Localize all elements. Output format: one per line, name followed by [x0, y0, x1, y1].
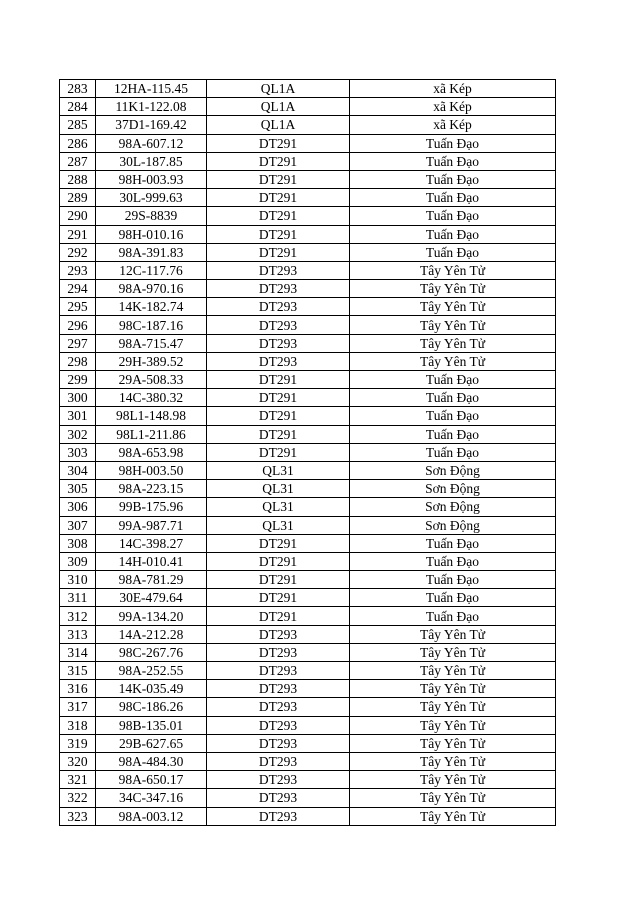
- location-cell: Tuấn Đạo: [350, 189, 556, 207]
- table-row: [60, 716, 556, 734]
- table-row: [60, 352, 556, 370]
- route-cell: DT291: [207, 152, 350, 170]
- route-cell: DT291: [207, 425, 350, 443]
- table-row: [60, 425, 556, 443]
- route-cell: DT291: [207, 207, 350, 225]
- row-number-cell: 286: [60, 134, 96, 152]
- location-cell: Tuấn Đạo: [350, 552, 556, 570]
- table-row: [60, 680, 556, 698]
- row-number-cell: 295: [60, 298, 96, 316]
- table-body: [60, 80, 556, 826]
- row-number-cell: 310: [60, 571, 96, 589]
- route-cell: DT291: [207, 589, 350, 607]
- route-cell: DT291: [207, 552, 350, 570]
- license-plate-cell: 98A-715.47: [96, 334, 207, 352]
- row-number-cell: 323: [60, 807, 96, 825]
- row-number-cell: 312: [60, 607, 96, 625]
- row-number-cell: 322: [60, 789, 96, 807]
- table-row: [60, 698, 556, 716]
- location-cell: Tuấn Đạo: [350, 134, 556, 152]
- table-row: [60, 261, 556, 279]
- location-cell: Tây Yên Tử: [350, 625, 556, 643]
- location-cell: Tây Yên Tử: [350, 316, 556, 334]
- route-cell: DT291: [207, 389, 350, 407]
- license-plate-cell: 30L-187.85: [96, 152, 207, 170]
- license-plate-cell: 99A-987.71: [96, 516, 207, 534]
- license-plate-cell: 98A-484.30: [96, 752, 207, 770]
- row-number-cell: 308: [60, 534, 96, 552]
- row-number-cell: 297: [60, 334, 96, 352]
- row-number-cell: 300: [60, 389, 96, 407]
- row-number-cell: 309: [60, 552, 96, 570]
- route-cell: DT293: [207, 807, 350, 825]
- row-number-cell: 298: [60, 352, 96, 370]
- row-number-cell: 315: [60, 662, 96, 680]
- table-row: [60, 316, 556, 334]
- license-plate-cell: 29A-508.33: [96, 371, 207, 389]
- route-cell: DT291: [207, 170, 350, 188]
- license-plate-cell: 98A-653.98: [96, 443, 207, 461]
- table-row: [60, 280, 556, 298]
- row-number-cell: 304: [60, 461, 96, 479]
- route-cell: DT293: [207, 771, 350, 789]
- route-cell: DT293: [207, 734, 350, 752]
- row-number-cell: 283: [60, 80, 96, 98]
- row-number-cell: 292: [60, 243, 96, 261]
- table-row: [60, 662, 556, 680]
- table-row: [60, 516, 556, 534]
- row-number-cell: 301: [60, 407, 96, 425]
- location-cell: Sơn Động: [350, 516, 556, 534]
- route-cell: QL1A: [207, 80, 350, 98]
- route-cell: QL31: [207, 516, 350, 534]
- location-cell: Tây Yên Tử: [350, 680, 556, 698]
- route-cell: DT291: [207, 225, 350, 243]
- location-cell: Tuấn Đạo: [350, 607, 556, 625]
- row-number-cell: 296: [60, 316, 96, 334]
- location-cell: xã Kép: [350, 80, 556, 98]
- route-cell: DT293: [207, 680, 350, 698]
- location-cell: Tuấn Đạo: [350, 571, 556, 589]
- location-cell: Tuấn Đạo: [350, 243, 556, 261]
- table-row: [60, 534, 556, 552]
- row-number-cell: 320: [60, 752, 96, 770]
- license-plate-cell: 98A-003.12: [96, 807, 207, 825]
- row-number-cell: 317: [60, 698, 96, 716]
- table-row: [60, 407, 556, 425]
- table-row: [60, 207, 556, 225]
- location-cell: Tây Yên Tử: [350, 789, 556, 807]
- route-cell: DT291: [207, 534, 350, 552]
- row-number-cell: 314: [60, 643, 96, 661]
- location-cell: Tây Yên Tử: [350, 643, 556, 661]
- table-row: [60, 461, 556, 479]
- route-cell: DT293: [207, 716, 350, 734]
- license-plate-cell: 29B-627.65: [96, 734, 207, 752]
- route-cell: DT293: [207, 625, 350, 643]
- license-plate-cell: 98C-267.76: [96, 643, 207, 661]
- table-row: [60, 134, 556, 152]
- row-number-cell: 307: [60, 516, 96, 534]
- license-plate-cell: 14A-212.28: [96, 625, 207, 643]
- table-row: [60, 98, 556, 116]
- location-cell: Tây Yên Tử: [350, 261, 556, 279]
- location-cell: Tuấn Đạo: [350, 443, 556, 461]
- row-number-cell: 288: [60, 170, 96, 188]
- location-cell: Tây Yên Tử: [350, 298, 556, 316]
- location-cell: Tây Yên Tử: [350, 752, 556, 770]
- table-row: [60, 752, 556, 770]
- route-cell: DT291: [207, 134, 350, 152]
- route-cell: DT293: [207, 789, 350, 807]
- table-row: [60, 152, 556, 170]
- license-plate-cell: 98A-391.83: [96, 243, 207, 261]
- table-row: [60, 589, 556, 607]
- route-cell: DT291: [207, 243, 350, 261]
- license-plate-cell: 98A-970.16: [96, 280, 207, 298]
- license-plate-cell: 29S-8839: [96, 207, 207, 225]
- license-plate-cell: 98B-135.01: [96, 716, 207, 734]
- row-number-cell: 284: [60, 98, 96, 116]
- license-plate-cell: 14K-035.49: [96, 680, 207, 698]
- route-cell: DT293: [207, 316, 350, 334]
- license-plate-cell: 12C-117.76: [96, 261, 207, 279]
- location-cell: Sơn Động: [350, 480, 556, 498]
- row-number-cell: 319: [60, 734, 96, 752]
- route-cell: DT291: [207, 571, 350, 589]
- license-plate-cell: 98L1-148.98: [96, 407, 207, 425]
- location-cell: Tây Yên Tử: [350, 734, 556, 752]
- license-plate-cell: 98A-607.12: [96, 134, 207, 152]
- table-row: [60, 371, 556, 389]
- license-plate-cell: 99B-175.96: [96, 498, 207, 516]
- table-row: [60, 498, 556, 516]
- table-row: [60, 643, 556, 661]
- route-cell: DT293: [207, 662, 350, 680]
- row-number-cell: 302: [60, 425, 96, 443]
- location-cell: Sơn Động: [350, 498, 556, 516]
- license-plate-cell: 98C-186.26: [96, 698, 207, 716]
- location-cell: Tuấn Đạo: [350, 407, 556, 425]
- table-row: [60, 334, 556, 352]
- location-cell: Tây Yên Tử: [350, 280, 556, 298]
- table-row: [60, 734, 556, 752]
- route-cell: QL31: [207, 461, 350, 479]
- table-row: [60, 771, 556, 789]
- license-plate-cell: 14C-398.27: [96, 534, 207, 552]
- license-plate-cell: 98H-010.16: [96, 225, 207, 243]
- location-cell: xã Kép: [350, 98, 556, 116]
- route-cell: DT293: [207, 298, 350, 316]
- row-number-cell: 287: [60, 152, 96, 170]
- location-cell: Tây Yên Tử: [350, 352, 556, 370]
- route-cell: DT291: [207, 189, 350, 207]
- row-number-cell: 294: [60, 280, 96, 298]
- location-cell: Tuấn Đạo: [350, 425, 556, 443]
- license-plate-cell: 30E-479.64: [96, 589, 207, 607]
- route-cell: QL1A: [207, 98, 350, 116]
- route-cell: DT291: [207, 407, 350, 425]
- route-cell: DT291: [207, 607, 350, 625]
- license-plate-cell: 14K-182.74: [96, 298, 207, 316]
- table-row: [60, 389, 556, 407]
- license-plate-cell: 98C-187.16: [96, 316, 207, 334]
- license-plate-cell: 98A-223.15: [96, 480, 207, 498]
- license-plate-cell: 12HA-115.45: [96, 80, 207, 98]
- table-row: [60, 789, 556, 807]
- location-cell: Tuấn Đạo: [350, 170, 556, 188]
- location-cell: Tây Yên Tử: [350, 662, 556, 680]
- location-cell: xã Kép: [350, 116, 556, 134]
- row-number-cell: 316: [60, 680, 96, 698]
- location-cell: Tây Yên Tử: [350, 807, 556, 825]
- license-plate-cell: 30L-999.63: [96, 189, 207, 207]
- license-plate-cell: 29H-389.52: [96, 352, 207, 370]
- license-plate-cell: 98A-650.17: [96, 771, 207, 789]
- route-cell: DT293: [207, 698, 350, 716]
- row-number-cell: 313: [60, 625, 96, 643]
- row-number-cell: 291: [60, 225, 96, 243]
- license-plate-cell: 11K1-122.08: [96, 98, 207, 116]
- table-row: [60, 607, 556, 625]
- route-cell: DT291: [207, 371, 350, 389]
- table-row: [60, 298, 556, 316]
- location-cell: Sơn Động: [350, 461, 556, 479]
- route-cell: DT293: [207, 752, 350, 770]
- license-plate-cell: 98A-781.29: [96, 571, 207, 589]
- table-row: [60, 116, 556, 134]
- location-cell: Tây Yên Tử: [350, 771, 556, 789]
- license-plate-cell: 98H-003.50: [96, 461, 207, 479]
- row-number-cell: 290: [60, 207, 96, 225]
- row-number-cell: 303: [60, 443, 96, 461]
- license-plate-cell: 98L1-211.86: [96, 425, 207, 443]
- location-cell: Tuấn Đạo: [350, 207, 556, 225]
- table-row: [60, 225, 556, 243]
- license-plate-cell: 34C-347.16: [96, 789, 207, 807]
- row-number-cell: 306: [60, 498, 96, 516]
- route-cell: QL31: [207, 480, 350, 498]
- row-number-cell: 321: [60, 771, 96, 789]
- route-cell: DT293: [207, 334, 350, 352]
- table-row: [60, 80, 556, 98]
- route-cell: DT293: [207, 280, 350, 298]
- table-row: [60, 807, 556, 825]
- row-number-cell: 311: [60, 589, 96, 607]
- table-row: [60, 170, 556, 188]
- row-number-cell: 289: [60, 189, 96, 207]
- location-cell: Tuấn Đạo: [350, 225, 556, 243]
- table-row: [60, 243, 556, 261]
- license-plate-cell: 98H-003.93: [96, 170, 207, 188]
- row-number-cell: 299: [60, 371, 96, 389]
- license-plate-cell: 14H-010.41: [96, 552, 207, 570]
- location-cell: Tây Yên Tử: [350, 716, 556, 734]
- location-cell: Tuấn Đạo: [350, 371, 556, 389]
- table-row: [60, 189, 556, 207]
- license-plate-cell: 14C-380.32: [96, 389, 207, 407]
- table-row: [60, 552, 556, 570]
- table-row: [60, 571, 556, 589]
- license-plate-cell: 37D1-169.42: [96, 116, 207, 134]
- route-cell: DT293: [207, 261, 350, 279]
- location-cell: Tuấn Đạo: [350, 389, 556, 407]
- table-row: [60, 443, 556, 461]
- table-row: [60, 480, 556, 498]
- route-cell: QL31: [207, 498, 350, 516]
- row-number-cell: 285: [60, 116, 96, 134]
- row-number-cell: 305: [60, 480, 96, 498]
- license-plate-cell: 99A-134.20: [96, 607, 207, 625]
- location-cell: Tuấn Đạo: [350, 534, 556, 552]
- location-cell: Tây Yên Tử: [350, 334, 556, 352]
- row-number-cell: 293: [60, 261, 96, 279]
- route-cell: QL1A: [207, 116, 350, 134]
- violations-table: [59, 79, 556, 826]
- location-cell: Tuấn Đạo: [350, 589, 556, 607]
- location-cell: Tuấn Đạo: [350, 152, 556, 170]
- table-row: [60, 625, 556, 643]
- route-cell: DT293: [207, 643, 350, 661]
- route-cell: DT291: [207, 443, 350, 461]
- row-number-cell: 318: [60, 716, 96, 734]
- location-cell: Tây Yên Tử: [350, 698, 556, 716]
- route-cell: DT293: [207, 352, 350, 370]
- license-plate-cell: 98A-252.55: [96, 662, 207, 680]
